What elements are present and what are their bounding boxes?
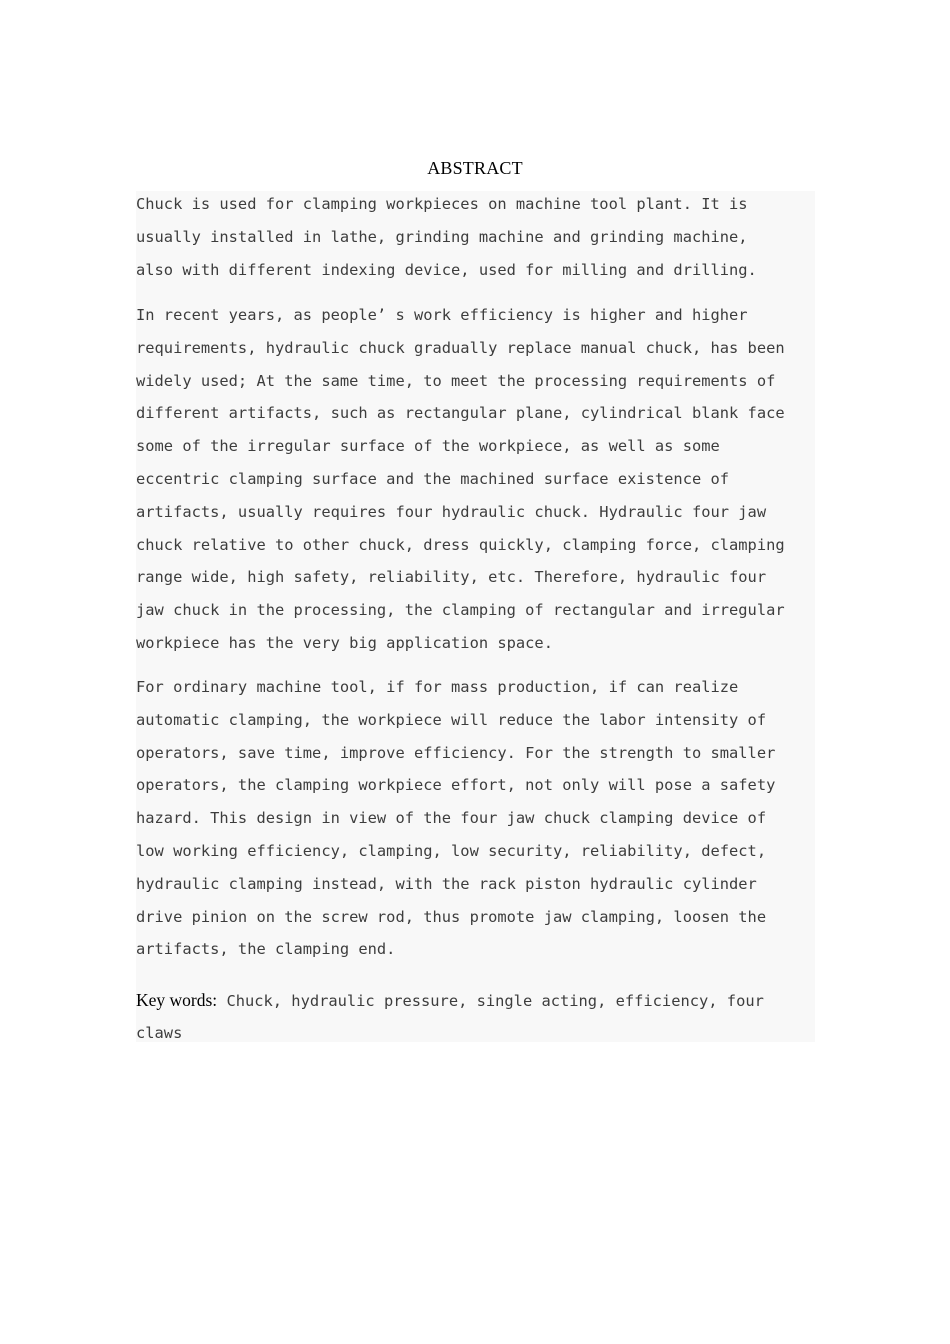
abstract-paragraph-1 bbox=[136, 188, 816, 286]
paragraph-line: usually installed in lathe, grinding machine and grinding machine, bbox=[136, 227, 748, 246]
keywords-list: Chuck, hydraulic pressure, single acting, efficiency, four bbox=[217, 992, 764, 1010]
paragraph-line: jaw chuck in the processing, the clamping of rectangular and irregular bbox=[136, 601, 785, 620]
paragraph-line: operators, the clamping workpiece effort, not only will pose a safety bbox=[136, 776, 776, 795]
paragraph-line: hazard. This design in view of the four jaw chuck clamping device of bbox=[136, 809, 767, 828]
paragraph-line: low working efficiency, clamping, low security, reliability, defect, bbox=[136, 841, 767, 860]
keywords-label: Key words: bbox=[136, 990, 218, 1010]
paragraph-line: operators, save time, improve efficiency. For the strength to smaller bbox=[136, 743, 776, 762]
abstract-paragraph-3 bbox=[136, 671, 816, 966]
keywords-continuation: claws bbox=[136, 1023, 183, 1042]
paragraph-line: workpiece has the very big application space. bbox=[136, 633, 553, 652]
paragraph-line: artifacts, usually requires four hydraulic chuck. Hydraulic four jaw bbox=[136, 502, 767, 521]
paragraph-line: In recent years, as people’ s work efficiency is higher and higher bbox=[136, 306, 748, 324]
paragraph-line: For ordinary machine tool, if for mass production, if can realize bbox=[136, 678, 739, 696]
paragraph-line: artifacts, the clamping end. bbox=[136, 940, 396, 959]
paragraph-line: requirements, hydraulic chuck gradually replace manual chuck, has been bbox=[136, 338, 785, 357]
paragraph-line: hydraulic clamping instead, with the rack piston hydraulic cylinder bbox=[136, 874, 757, 893]
keywords-section bbox=[136, 984, 816, 1050]
paragraph-line: Chuck is used for clamping workpieces on machine tool plant. It is bbox=[136, 195, 748, 213]
paragraph-line: also with different indexing device, used for milling and drilling. bbox=[136, 260, 757, 279]
paragraph-line: different artifacts, such as rectangular plane, cylindrical blank face bbox=[136, 404, 785, 423]
keywords-line bbox=[136, 984, 816, 1017]
abstract-title: ABSTRACT bbox=[427, 158, 523, 178]
paragraph-line: chuck relative to other chuck, dress quickly, clamping force, clamping bbox=[136, 535, 785, 554]
paragraph-line: range wide, high safety, reliability, etc. Therefore, hydraulic four bbox=[136, 568, 767, 587]
paragraph-line: eccentric clamping surface and the machined surface existence of bbox=[136, 469, 730, 488]
paragraph-line: widely used; At the same time, to meet the processing requirements of bbox=[136, 371, 776, 390]
paragraph-line: drive pinion on the screw rod, thus promote jaw clamping, loosen the bbox=[136, 907, 767, 926]
abstract-paragraph-2 bbox=[136, 299, 816, 660]
paragraph-line: automatic clamping, the workpiece will reduce the labor intensity of bbox=[136, 710, 767, 729]
paragraph-line: some of the irregular surface of the workpiece, as well as some bbox=[136, 437, 720, 456]
